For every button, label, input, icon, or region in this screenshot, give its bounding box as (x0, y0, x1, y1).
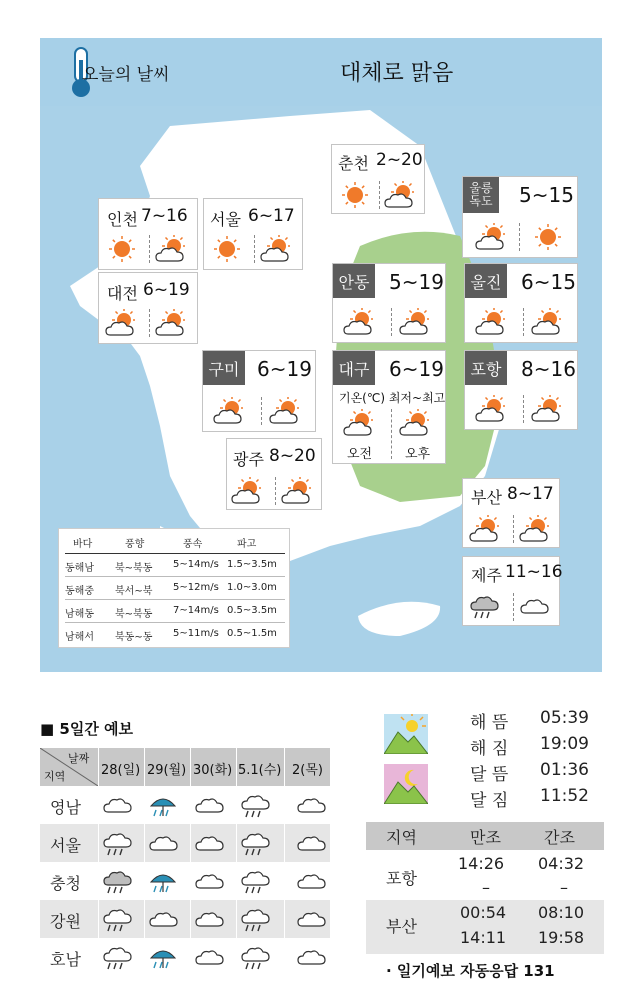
moonset-label: 달 짐 (470, 791, 509, 811)
cloud-rain-icon (102, 944, 132, 976)
city-temp: 6~19 (389, 357, 444, 381)
city-name: 대전 (107, 284, 138, 303)
divider (149, 309, 150, 337)
cloud-icon (194, 868, 224, 900)
forecast-row (40, 900, 330, 938)
partly-cloudy-icon (519, 515, 549, 547)
ars-info: · 일기예보 자동응답 131 (386, 962, 555, 980)
divider (513, 515, 514, 543)
divider (65, 576, 285, 577)
divider (379, 181, 380, 209)
sea-row (65, 578, 285, 598)
cloud-icon (102, 792, 132, 824)
sea-row (65, 624, 285, 644)
sea-cell: 남해서 (65, 632, 94, 643)
forecast-title: ■ 5일간 예보 (40, 720, 134, 738)
city-temp: 2~20 (376, 150, 423, 170)
high-tide: 14:11 (460, 928, 507, 947)
sunset-time: 19:09 (540, 734, 589, 754)
sun-icon (212, 235, 242, 267)
city-card-ulleung (462, 176, 578, 258)
forecast-region: 서울 (50, 836, 81, 855)
city-temp: 6~15 (521, 270, 576, 294)
sunrise-time: 05:39 (540, 708, 589, 728)
cloud-rain-icon (240, 906, 270, 938)
cloud-rain-icon (240, 944, 270, 976)
city-temp: 7~16 (141, 206, 188, 226)
divider (236, 748, 237, 976)
tide-header: 지역 (386, 828, 417, 847)
city-temp: 8~17 (507, 484, 554, 504)
divider (275, 477, 276, 505)
sun-icon (340, 181, 370, 213)
city-name: 광주 (233, 450, 264, 469)
forecast-header-row (40, 748, 330, 786)
sunrise-icon (384, 714, 428, 754)
city-temp: 5~19 (389, 270, 444, 294)
sea-header-row (65, 531, 285, 551)
sea-cell: 0.5~3.5m (227, 605, 277, 616)
forecast-row (40, 938, 330, 976)
cloud-icon (296, 906, 326, 938)
partly-cloudy-icon (105, 309, 135, 341)
partly-cloudy-icon (531, 308, 561, 340)
rain-icon (148, 868, 178, 900)
city-name: 서울 (210, 210, 241, 229)
city-card-gwangju (226, 438, 322, 510)
city-temp: 5~15 (519, 183, 574, 207)
partly-cloudy-icon (531, 395, 561, 427)
city-temp: 8~16 (521, 357, 576, 381)
city-card-gumi (202, 350, 316, 432)
partly-cloudy-icon (231, 477, 261, 509)
city-card-daegu (332, 350, 446, 464)
high-tide: – (482, 878, 490, 897)
sun-icon (107, 235, 137, 267)
partly-cloudy-icon (343, 308, 373, 340)
forecast-row (40, 786, 330, 824)
city-temp: 11~16 (505, 562, 563, 582)
corner-top-label: 날짜 (68, 752, 90, 765)
sea-header: 파고 (237, 539, 257, 550)
city-name: 부산 (471, 488, 502, 507)
partly-cloudy-icon (475, 308, 505, 340)
divider (144, 748, 145, 976)
divider (98, 748, 99, 976)
tide-header-row (366, 822, 604, 850)
cloud-icon (194, 792, 224, 824)
sea-header: 풍향 (125, 539, 145, 550)
sea-cell: 북서~북 (115, 586, 153, 597)
city-card-incheon (98, 198, 198, 270)
city-name: 춘천 (338, 154, 369, 173)
day-header: 28(일) (101, 763, 141, 778)
cloud-rain-icon (102, 830, 132, 862)
city-name: 포항 (465, 351, 507, 385)
partly-cloudy-icon (469, 515, 499, 547)
sea-cell: 5~11m/s (173, 628, 219, 639)
city-card-chuncheon (331, 144, 425, 214)
cloud-icon (296, 944, 326, 976)
city-temp: 8~20 (269, 446, 316, 466)
divider (190, 748, 191, 976)
cloud-icon (296, 830, 326, 862)
sea-cell: 동해중 (65, 586, 94, 597)
rain-icon (148, 944, 178, 976)
cloud-rain-icon (240, 830, 270, 862)
sun-icon (533, 223, 563, 255)
partly-cloudy-icon (269, 397, 299, 429)
divider (523, 395, 524, 423)
sea-row (65, 555, 285, 575)
forecast-row (40, 824, 330, 862)
city-card-daejeon (98, 272, 198, 344)
tide-header: 간조 (544, 828, 575, 847)
partly-cloudy-icon (399, 409, 429, 441)
tide-region: 포항 (386, 869, 417, 888)
partly-cloudy-icon (384, 181, 414, 213)
divider (391, 409, 392, 459)
cloud-rain-icon (469, 593, 499, 625)
divider (65, 622, 285, 623)
sea-header: 풍속 (183, 539, 203, 550)
partly-cloudy-icon (155, 235, 185, 267)
day-header: 29(월) (147, 763, 187, 778)
divider (261, 397, 262, 425)
partly-cloudy-icon (343, 409, 373, 441)
city-card-jeju (462, 556, 563, 626)
city-name: 대구 (333, 351, 375, 385)
city-name: 구미 (203, 351, 245, 385)
partly-cloudy-icon (260, 235, 290, 267)
cloud-rain-icon (240, 868, 270, 900)
cloud-icon (296, 868, 326, 900)
low-tide: 04:32 (538, 854, 585, 873)
sea-cell: 7~14m/s (173, 605, 219, 616)
rain-icon (148, 792, 178, 824)
low-tide: 19:58 (538, 928, 585, 947)
day-header: 2(목) (292, 763, 323, 778)
sea-cell: 1.0~3.0m (227, 582, 277, 593)
divider (284, 748, 285, 976)
partly-cloudy-icon (281, 477, 311, 509)
sea-cell: 0.5~1.5m (227, 628, 277, 639)
tide-region: 부산 (386, 917, 417, 936)
sea-conditions-table (58, 528, 290, 648)
day-header: 30(화) (193, 763, 233, 778)
sea-cell: 동해남 (65, 563, 94, 574)
city-temp: 6~19 (143, 280, 190, 300)
weather-map (40, 38, 602, 672)
corner-bottom-label: 지역 (44, 770, 66, 783)
forecast-region: 충청 (50, 874, 81, 893)
partly-cloudy-icon (213, 397, 243, 429)
city-temp: 6~17 (248, 206, 295, 226)
divider (254, 235, 255, 263)
forecast-region: 강원 (50, 912, 81, 931)
moonrise-icon (384, 764, 428, 804)
moonrise-time: 01:36 (540, 760, 589, 780)
sea-cell: 5~12m/s (173, 582, 219, 593)
map-header (40, 38, 602, 106)
divider (65, 553, 285, 554)
moonset-time: 11:52 (540, 786, 589, 806)
high-tide: 00:54 (460, 903, 507, 922)
cloud-icon (296, 792, 326, 824)
partly-cloudy-icon (155, 309, 185, 341)
high-tide: 14:26 (458, 854, 505, 873)
cloud-icon (194, 830, 224, 862)
day-header: 5.1(수) (238, 763, 282, 778)
city-name: 안동 (333, 264, 375, 298)
city-name: 제주 (471, 566, 502, 585)
sunset-label: 해 짐 (470, 739, 509, 759)
divider (65, 599, 285, 600)
sea-cell: 남해동 (65, 609, 94, 620)
city-name: 울진 (465, 264, 507, 298)
am-label: 오전 (347, 447, 373, 462)
cloud-rain-icon (102, 906, 132, 938)
cloud-icon (194, 906, 224, 938)
temp-legend: 기온(℃) 최저~최고 (339, 391, 446, 405)
sea-cell: 1.5~3.5m (227, 559, 277, 570)
forecast-row (40, 862, 330, 900)
divider (523, 308, 524, 336)
low-tide: – (560, 878, 568, 897)
low-tide: 08:10 (538, 903, 585, 922)
sea-cell: 5~14m/s (173, 559, 219, 570)
pm-label: 오후 (405, 447, 431, 462)
partly-cloudy-icon (475, 395, 505, 427)
cloud-icon (194, 944, 224, 976)
cloud-icon (148, 830, 178, 862)
divider (519, 223, 520, 251)
city-temp: 6~19 (257, 357, 312, 381)
sea-header: 바다 (73, 539, 93, 550)
cloud-icon (519, 593, 549, 625)
city-card-pohang (464, 350, 578, 430)
sea-row (65, 601, 285, 621)
partly-cloudy-icon (475, 223, 505, 255)
divider (391, 308, 392, 336)
divider (149, 235, 150, 263)
forecast-region: 호남 (50, 950, 81, 969)
tide-header: 만조 (470, 828, 501, 847)
sea-cell: 북~북동 (115, 563, 153, 574)
city-name: 울릉 독도 (463, 177, 499, 213)
cloud-rain-icon (240, 792, 270, 824)
city-card-uljin (464, 263, 578, 343)
city-name: 인천 (107, 210, 138, 229)
cloud-icon (148, 906, 178, 938)
sea-cell: 북~북동 (115, 609, 153, 620)
overall-condition: 대체로 맑음 (340, 61, 454, 86)
city-card-busan (462, 478, 560, 548)
tide-row-busan (366, 900, 604, 954)
divider (513, 593, 514, 621)
city-card-seoul (203, 198, 303, 270)
partly-cloudy-icon (399, 308, 429, 340)
forecast-region: 영남 (50, 798, 81, 817)
cloud-rain-dark-icon (102, 868, 132, 900)
sunrise-label: 해 뜸 (470, 713, 509, 733)
sea-cell: 북동~동 (115, 632, 153, 643)
city-card-andong (332, 263, 446, 343)
page-title: 오늘의 날씨 (82, 65, 170, 85)
moonrise-label: 달 뜸 (470, 765, 509, 785)
